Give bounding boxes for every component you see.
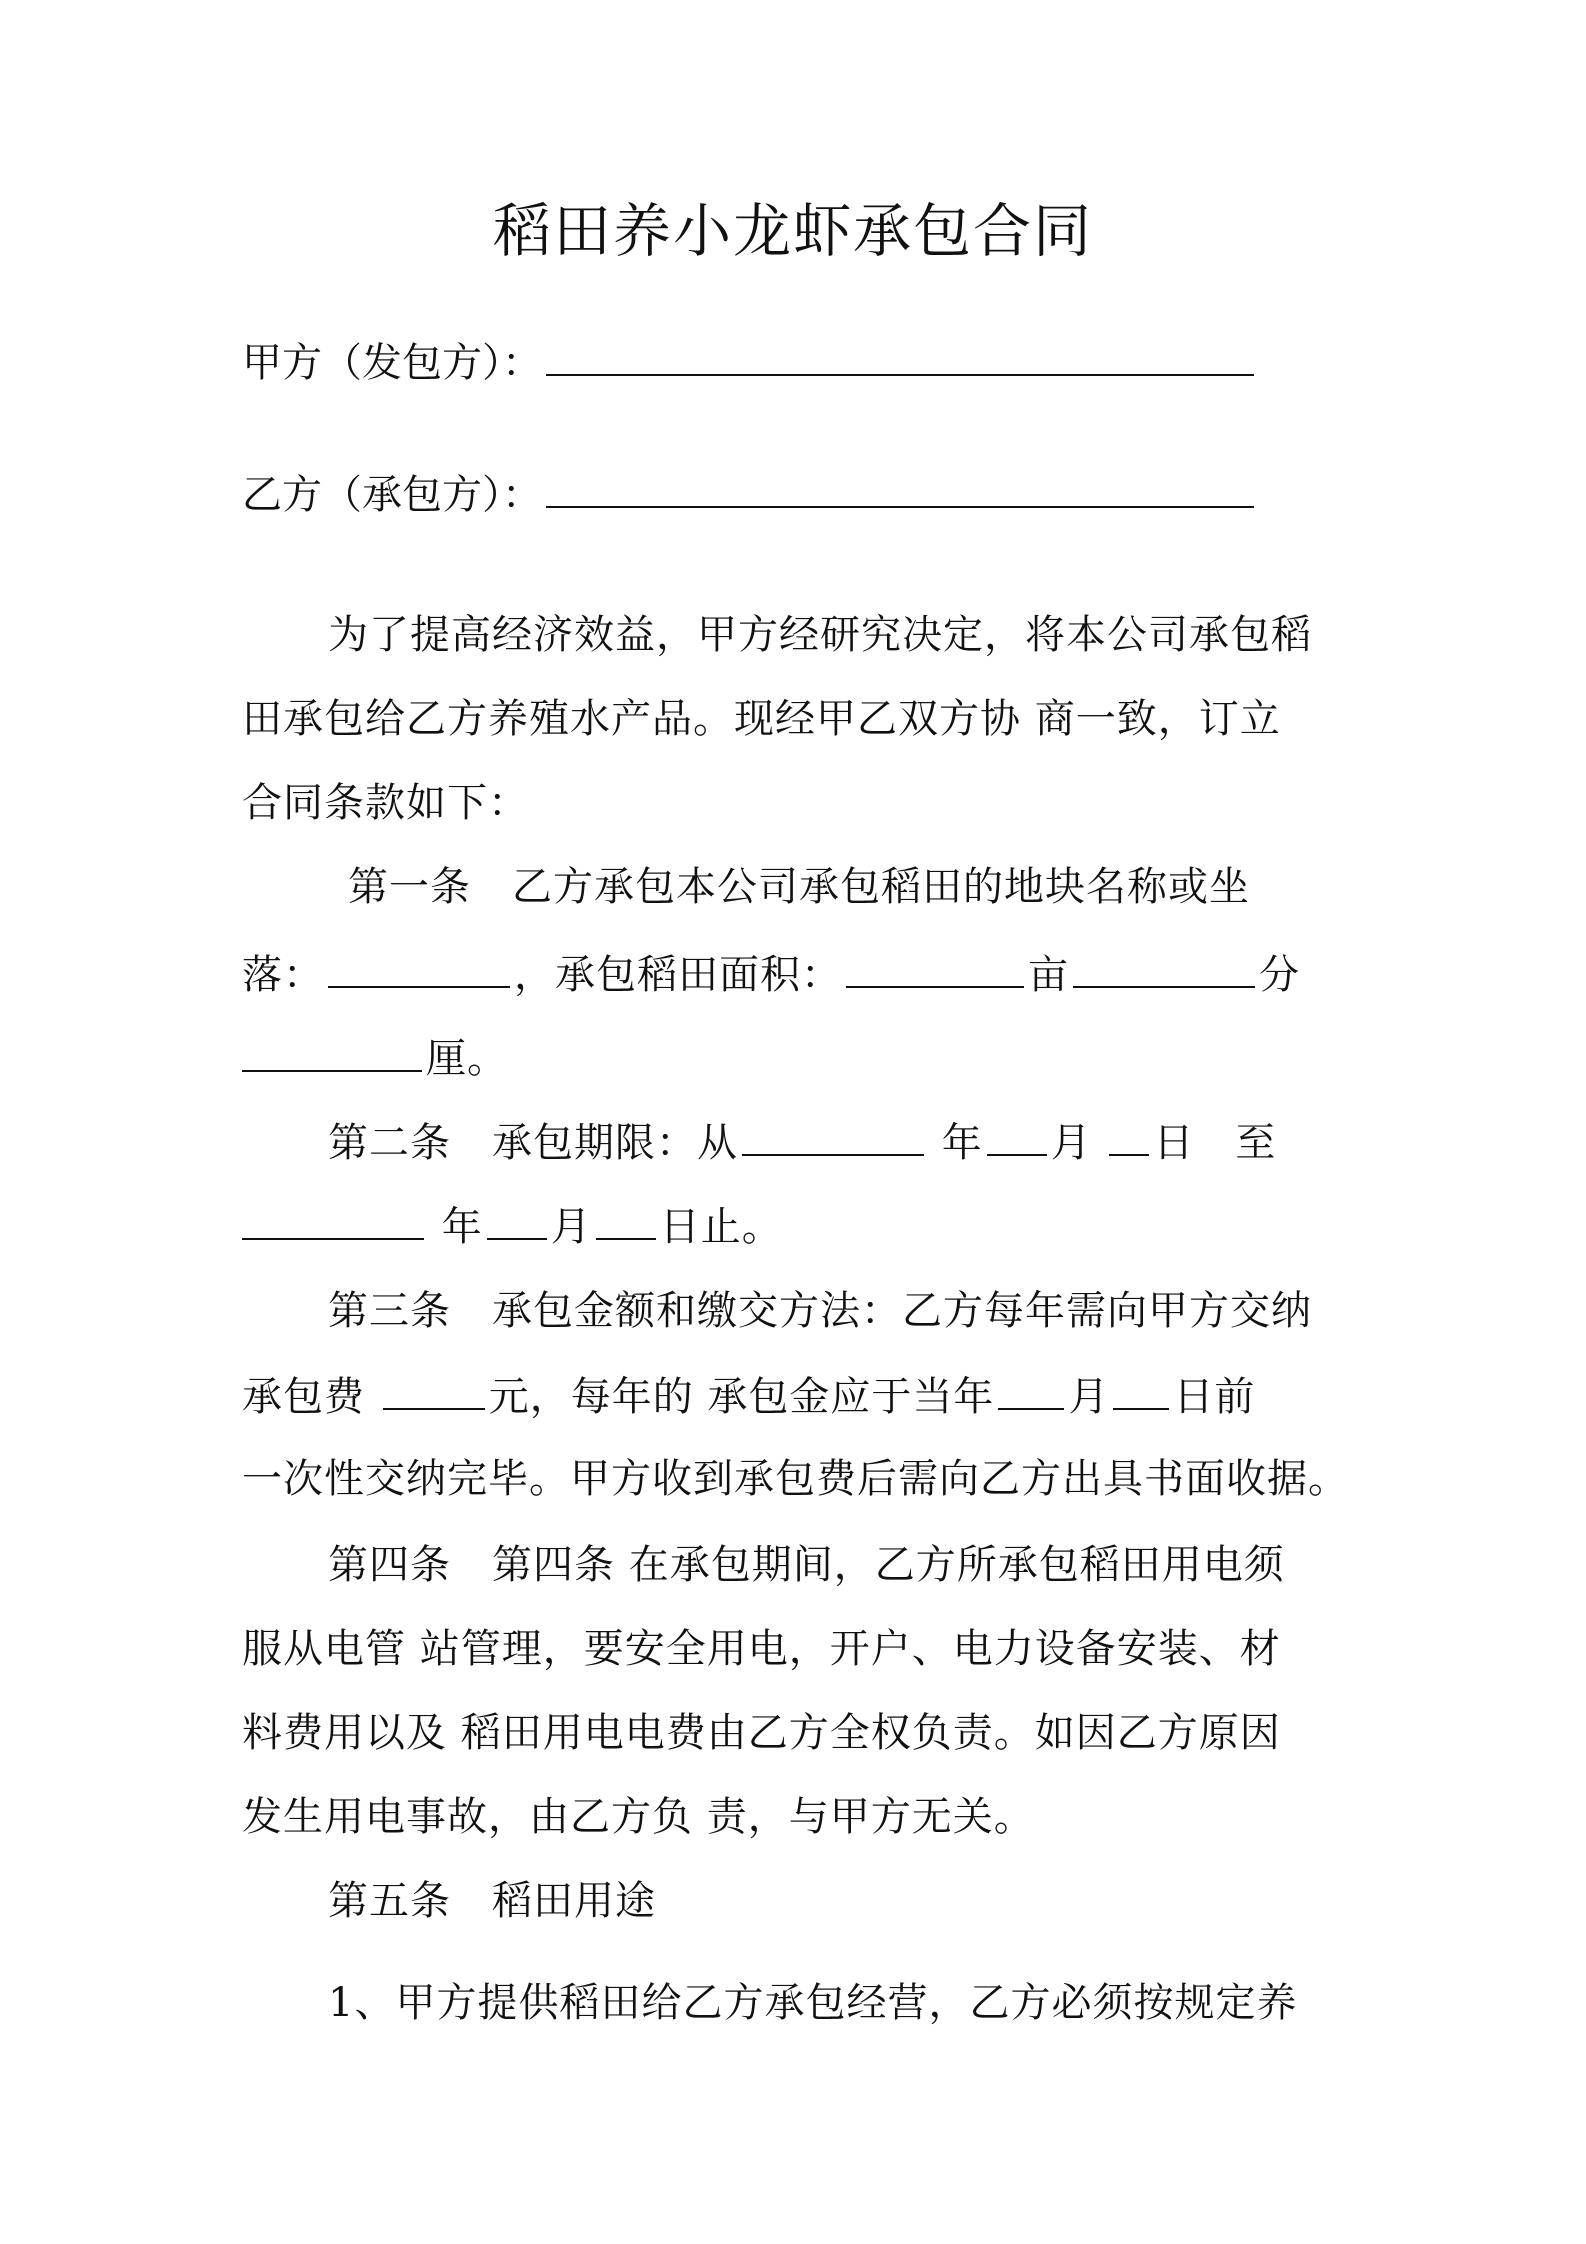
day-before-unit: 日前: [1173, 1374, 1256, 1420]
month-unit: 月: [1050, 1120, 1106, 1166]
party-a-label: 甲方（发包方）：: [242, 340, 542, 386]
article-2-line-1: [328, 1116, 1276, 1168]
intro-line-3: 合同条款如下：: [242, 780, 529, 826]
party-b-blank[interactable]: [546, 468, 1254, 508]
plot-name-blank[interactable]: [328, 948, 510, 988]
article-2-line-2: [242, 1200, 783, 1252]
area-mu-blank[interactable]: [846, 948, 1024, 988]
month-unit: 月: [550, 1204, 592, 1250]
article-4-line-4: 发生用电事故，由乙方负 责，与甲方无关。: [242, 1794, 1035, 1840]
start-year-blank[interactable]: [742, 1116, 924, 1156]
plot-name-label: 落：: [242, 952, 324, 998]
area-label: ，承包稻田面积：: [514, 952, 842, 998]
due-month-blank[interactable]: [998, 1370, 1064, 1410]
article-4-line-1: 第四条 第四条 在承包期间，乙方所承包稻田用电须: [328, 1542, 1285, 1588]
intro-line-1: 为了提高经济效益，甲方经研究决定，将本公司承包稻: [328, 612, 1312, 658]
month-unit: 月: [1068, 1374, 1110, 1420]
party-a-blank[interactable]: [546, 336, 1254, 376]
intro-line-2: 田承包给乙方养殖水产品。现经甲乙双方协 商一致，订立: [242, 696, 1281, 742]
fee-amount-blank[interactable]: [383, 1370, 485, 1410]
start-day-blank[interactable]: [1109, 1116, 1149, 1156]
article-3-line-3: 一次性交纳完毕。甲方收到承包费后需向乙方出具书面收据。: [242, 1456, 1349, 1502]
article-4-line-3: 料费用以及 稻田用电电费由乙方全权负责。如因乙方原因: [242, 1710, 1281, 1756]
party-a-line: [242, 336, 1258, 388]
due-day-blank[interactable]: [1113, 1370, 1169, 1410]
year-unit: 年: [928, 1120, 983, 1166]
li-unit: 厘。: [426, 1036, 508, 1082]
year-unit: 年: [428, 1204, 483, 1250]
fee-label: 承包费: [242, 1374, 379, 1420]
area-li-blank[interactable]: [242, 1032, 422, 1072]
day-end-unit: 日止。: [659, 1204, 783, 1250]
article-3-line-2: [242, 1370, 1255, 1422]
start-month-blank[interactable]: [987, 1116, 1047, 1156]
area-fen-blank[interactable]: [1073, 948, 1255, 988]
page-title: 稻田养小龙虾承包合同: [492, 197, 1093, 265]
article-4-line-2: 服从电管 站管理，要安全用电，开户、电力设备安装、材: [242, 1626, 1281, 1672]
fen-unit: 分: [1259, 952, 1300, 998]
party-b-label: 乙方（承包方）：: [242, 472, 542, 518]
fee-due-label: 元，每年的 承包金应于当年: [488, 1374, 995, 1420]
article-3-line-1: 第三条 承包金额和缴交方法：乙方每年需向甲方交纳: [328, 1288, 1312, 1334]
article-1-line-2: [242, 948, 1300, 1000]
end-year-blank[interactable]: [242, 1200, 424, 1240]
article-5-item-1: 1、甲方提供稻田给乙方承包经营，乙方必须按规定养: [328, 1980, 1298, 2026]
day-to-unit: 日 至: [1153, 1120, 1277, 1166]
end-month-blank[interactable]: [487, 1200, 547, 1240]
article-1-line-3: [242, 1032, 508, 1084]
party-b-line: [242, 468, 1258, 520]
article-1-line-1: 第一条 乙方承包本公司承包稻田的地块名称或坐: [348, 864, 1250, 910]
article-5-heading: 第五条 稻田用途: [328, 1878, 656, 1924]
term-label: 第二条 承包期限：从: [328, 1120, 738, 1166]
end-day-blank[interactable]: [596, 1200, 656, 1240]
mu-unit: 亩: [1028, 952, 1069, 998]
